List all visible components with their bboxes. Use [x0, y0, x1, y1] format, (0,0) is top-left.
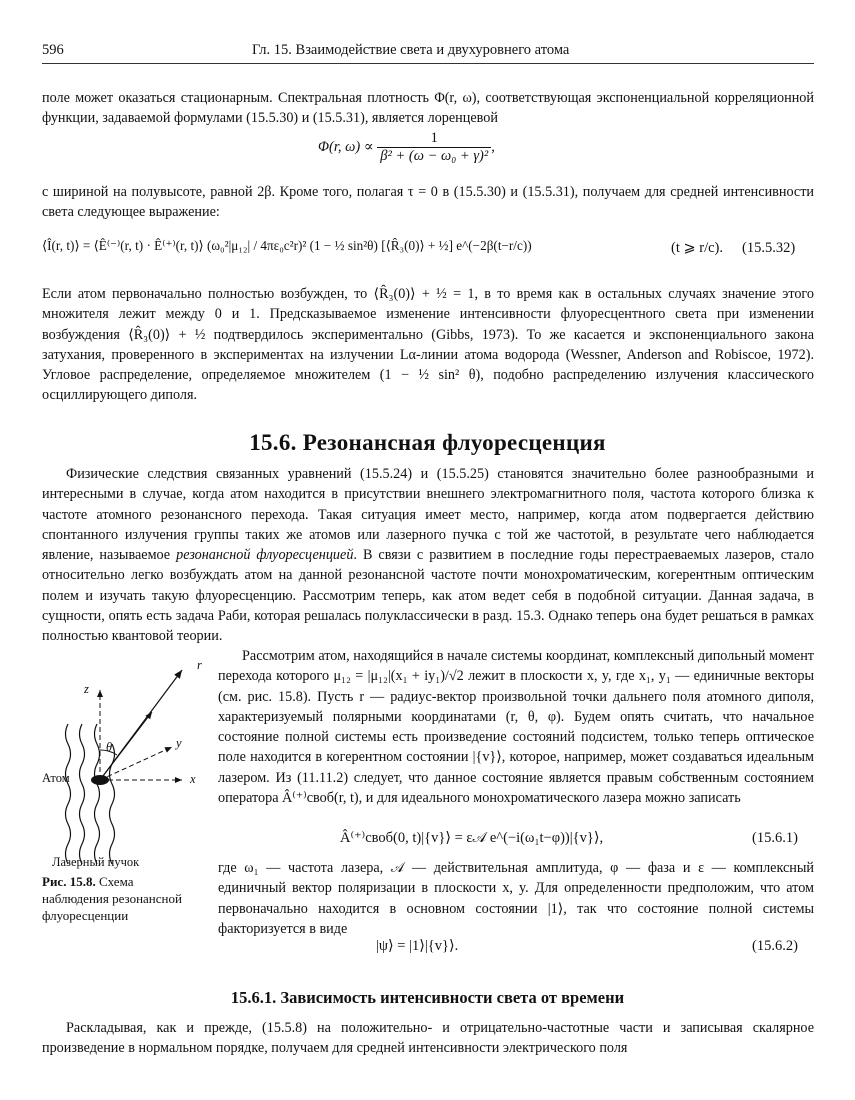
paragraph-excitation-text: Если атом первоначально полностью возбужден, то ⟨R̂₃(0)⟩ + ½ = 1, в то время как в остальных случаях значение этого множителя лежит между 0 и 1. Предсказываемое изменение интенсивности флуоресцентного света при изменении возбуждения ⟨R̂₃(0)⟩ + ½ подтвердилось экспериментально (Gibbs, 1973). То же касается и экспоненциального закона затухания, проверенного в экспериментах на излучении Lα-линии атома водорода (Wessner, Anderson and Robiscoe, 1972). Угловое распределение, определяемое множителем (1 − ½ sin² θ), подобно распределению излучения классического осциллирующего диполя.: [42, 286, 814, 404]
label-r: r: [197, 658, 202, 672]
label-y: y: [176, 736, 182, 750]
paragraph-intro-text: поле может оказаться стационарным. Спектральная плотность Φ(r, ω), соответствующая экспоненциальной корреляционной функции, задаваемой формулами (15.5.30) и (15.5.31), является лоренцевой: [42, 90, 814, 127]
paragraph-dipole: [218, 646, 814, 808]
paragraph-resonance: [42, 464, 814, 647]
eq-lorentz-numerator: 1: [377, 130, 491, 148]
label-x: x: [190, 772, 196, 786]
paragraph-halfwidth: [42, 182, 814, 223]
header-rule: [42, 63, 814, 64]
page-number: 596: [42, 42, 64, 58]
laser-wave-1: [66, 724, 71, 864]
eq-lorentz-tail: ,: [491, 138, 495, 155]
figure-caption-text: Схема наблюдения резонансной флуоресценции: [42, 874, 182, 923]
paragraph-halfwidth-text: с шириной на полувысоте, равной 2β. Кроме того, полагая τ = 0 в (15.5.30) и (15.5.31), получаем для средней интенсивности света следующее выражение:: [42, 184, 814, 221]
figure-15-8: [42, 652, 212, 872]
eq-lorentz-denominator: β² + (ω − ω₀ + γ)²: [380, 148, 489, 164]
figure-diagram: [42, 652, 212, 872]
paragraph-normal-order: [42, 1018, 814, 1059]
eq-15-6-1-number: (15.6.1): [752, 830, 798, 846]
equation-15-6-2: |ψ⟩ = |1⟩|{v}⟩.: [376, 938, 459, 954]
laser-wave-2: [80, 724, 85, 864]
equation-lorentzian: [318, 130, 495, 165]
paragraph-laser-state-text: где ω₁ — частота лазера, 𝒜 — действительная амплитуда, φ — фаза и ε — комплексный единичный вектор поляризации в плоскости x, y. Для определенности предположим, что атом первоначально находится в основном состоянии |1⟩, так что состояние полной системы факторизуется в виде: [218, 860, 814, 937]
atom-dot: [91, 775, 109, 785]
section-title: 15.6. Резонансная флуоресценция: [249, 430, 606, 455]
equation-15-6-1: Â⁽⁺⁾своб(0, t)|{v}⟩ = ε𝒜 e^(−i(ω₁t−φ))|{v}⟩,: [340, 830, 604, 846]
paragraph-normal-order-text: Раскладывая, как и прежде, (15.5.8) на положительно- и отрицательно-частотные части и записывая скалярное произведение в нормальном порядке, получаем для средней интенсивности электрического поля: [42, 1020, 814, 1057]
eq-15-5-32-number: (15.5.32): [742, 240, 796, 256]
eq-15-5-32-body: ⟨Î(r, t)⟩ = ⟨Ê⁽⁻⁾(r, t) · Ê⁽⁺⁾(r, t)⟩ (ω₀²|μ₁₂| / 4πε₀c²r)² (1 − ½ sin²θ) [⟨R̂₃(0)⟩ + ½] e^(−2β(t−r/c)): [42, 238, 532, 253]
eq-lorentz-lhs: Φ(r, ω) ∝: [318, 138, 374, 155]
figure-caption: [42, 873, 202, 924]
label-atom: Атом: [42, 771, 70, 785]
running-title: Гл. 15. Взаимодействие света и двухуровнего атома: [252, 42, 570, 58]
eq-15-5-32-condition: (t ⩾ r/c).: [671, 240, 724, 256]
eq-15-6-2-number: (15.6.2): [752, 938, 798, 954]
label-z: z: [84, 682, 89, 696]
label-theta: θ: [106, 740, 113, 754]
equation-15-5-32: [42, 238, 682, 254]
paragraph-dipole-text: Рассмотрим атом, находящийся в начале системы координат, комплексный дипольный момент перехода которого μ₁₂ = |μ₁₂|(x₁ + iy₁)/√2 лежит в плоскости x, y, где x₁, y₁ — единичные векторы (см. рис. 15.8). Пусть r — радиус-вектор произвольной точки дальнего поля атомного диполя, характеризуемый полярными координатами (r, θ, φ). Будем опять считать, что начальное состояние полной системы есть произведение состояний подсистем, только теперь оптическое поле находится в когерентном состоянии |{v}⟩, которое, например, может создаваться идеальным лазером. Из (11.11.2) следует, что данное состояние является правым собственным состоянием оператора Â⁽⁺⁾своб(r, t), и для идеального монохроматического лазера можно записать: [218, 648, 814, 807]
paragraph-intro: [42, 88, 814, 129]
laser-wave-3: [95, 724, 100, 864]
paragraph-resonance-part-a: Физические следствия связанных уравнений (15.5.24) и (15.5.25) становятся значительно более разнообразными и интересными в случае, когда атом находится в присутствии внешнего электромагнитного поля, частота которого близка к частоте атомного резонансного перехода. Такая ситуация имеет место, например, когда атом подвергается действию спонтанного излучения группы таких же атомов или лазерного пучка с той же частотой, в результате чего наблюдается явление, называемое: [42, 466, 814, 564]
paragraph-resonance-part-b: . В связи с развитием в последние годы перестраеваемых лазеров, стало относительно легко возбуждать атом на данной резонансной частоте почти монохроматическим, когерентным оптическим полем и изучать такую флуоресценцию. Рассмотрим теперь, как атом ведет себя в подобной ситуации. Данная задача, в сущности, опять есть задача Раби, которая решалась полуклассически в разд. 15.3. Однако теперь она будет решаться в рамках полностью квантовой теории.: [42, 547, 815, 645]
paragraph-laser-state: [218, 858, 814, 939]
figure-caption-number: Рис. 15.8.: [42, 874, 96, 889]
term-resonance-fluorescence: резонансной флуоресценцией: [176, 547, 354, 564]
subsection-title: 15.6.1. Зависимость интенсивности света от времени: [230, 988, 625, 1007]
label-laser-beam: Лазерный пучок: [52, 855, 140, 869]
eq-lorentz-fraction: [377, 130, 491, 165]
paragraph-excitation: [42, 284, 814, 406]
paragraph-resonance-text: [42, 464, 814, 647]
